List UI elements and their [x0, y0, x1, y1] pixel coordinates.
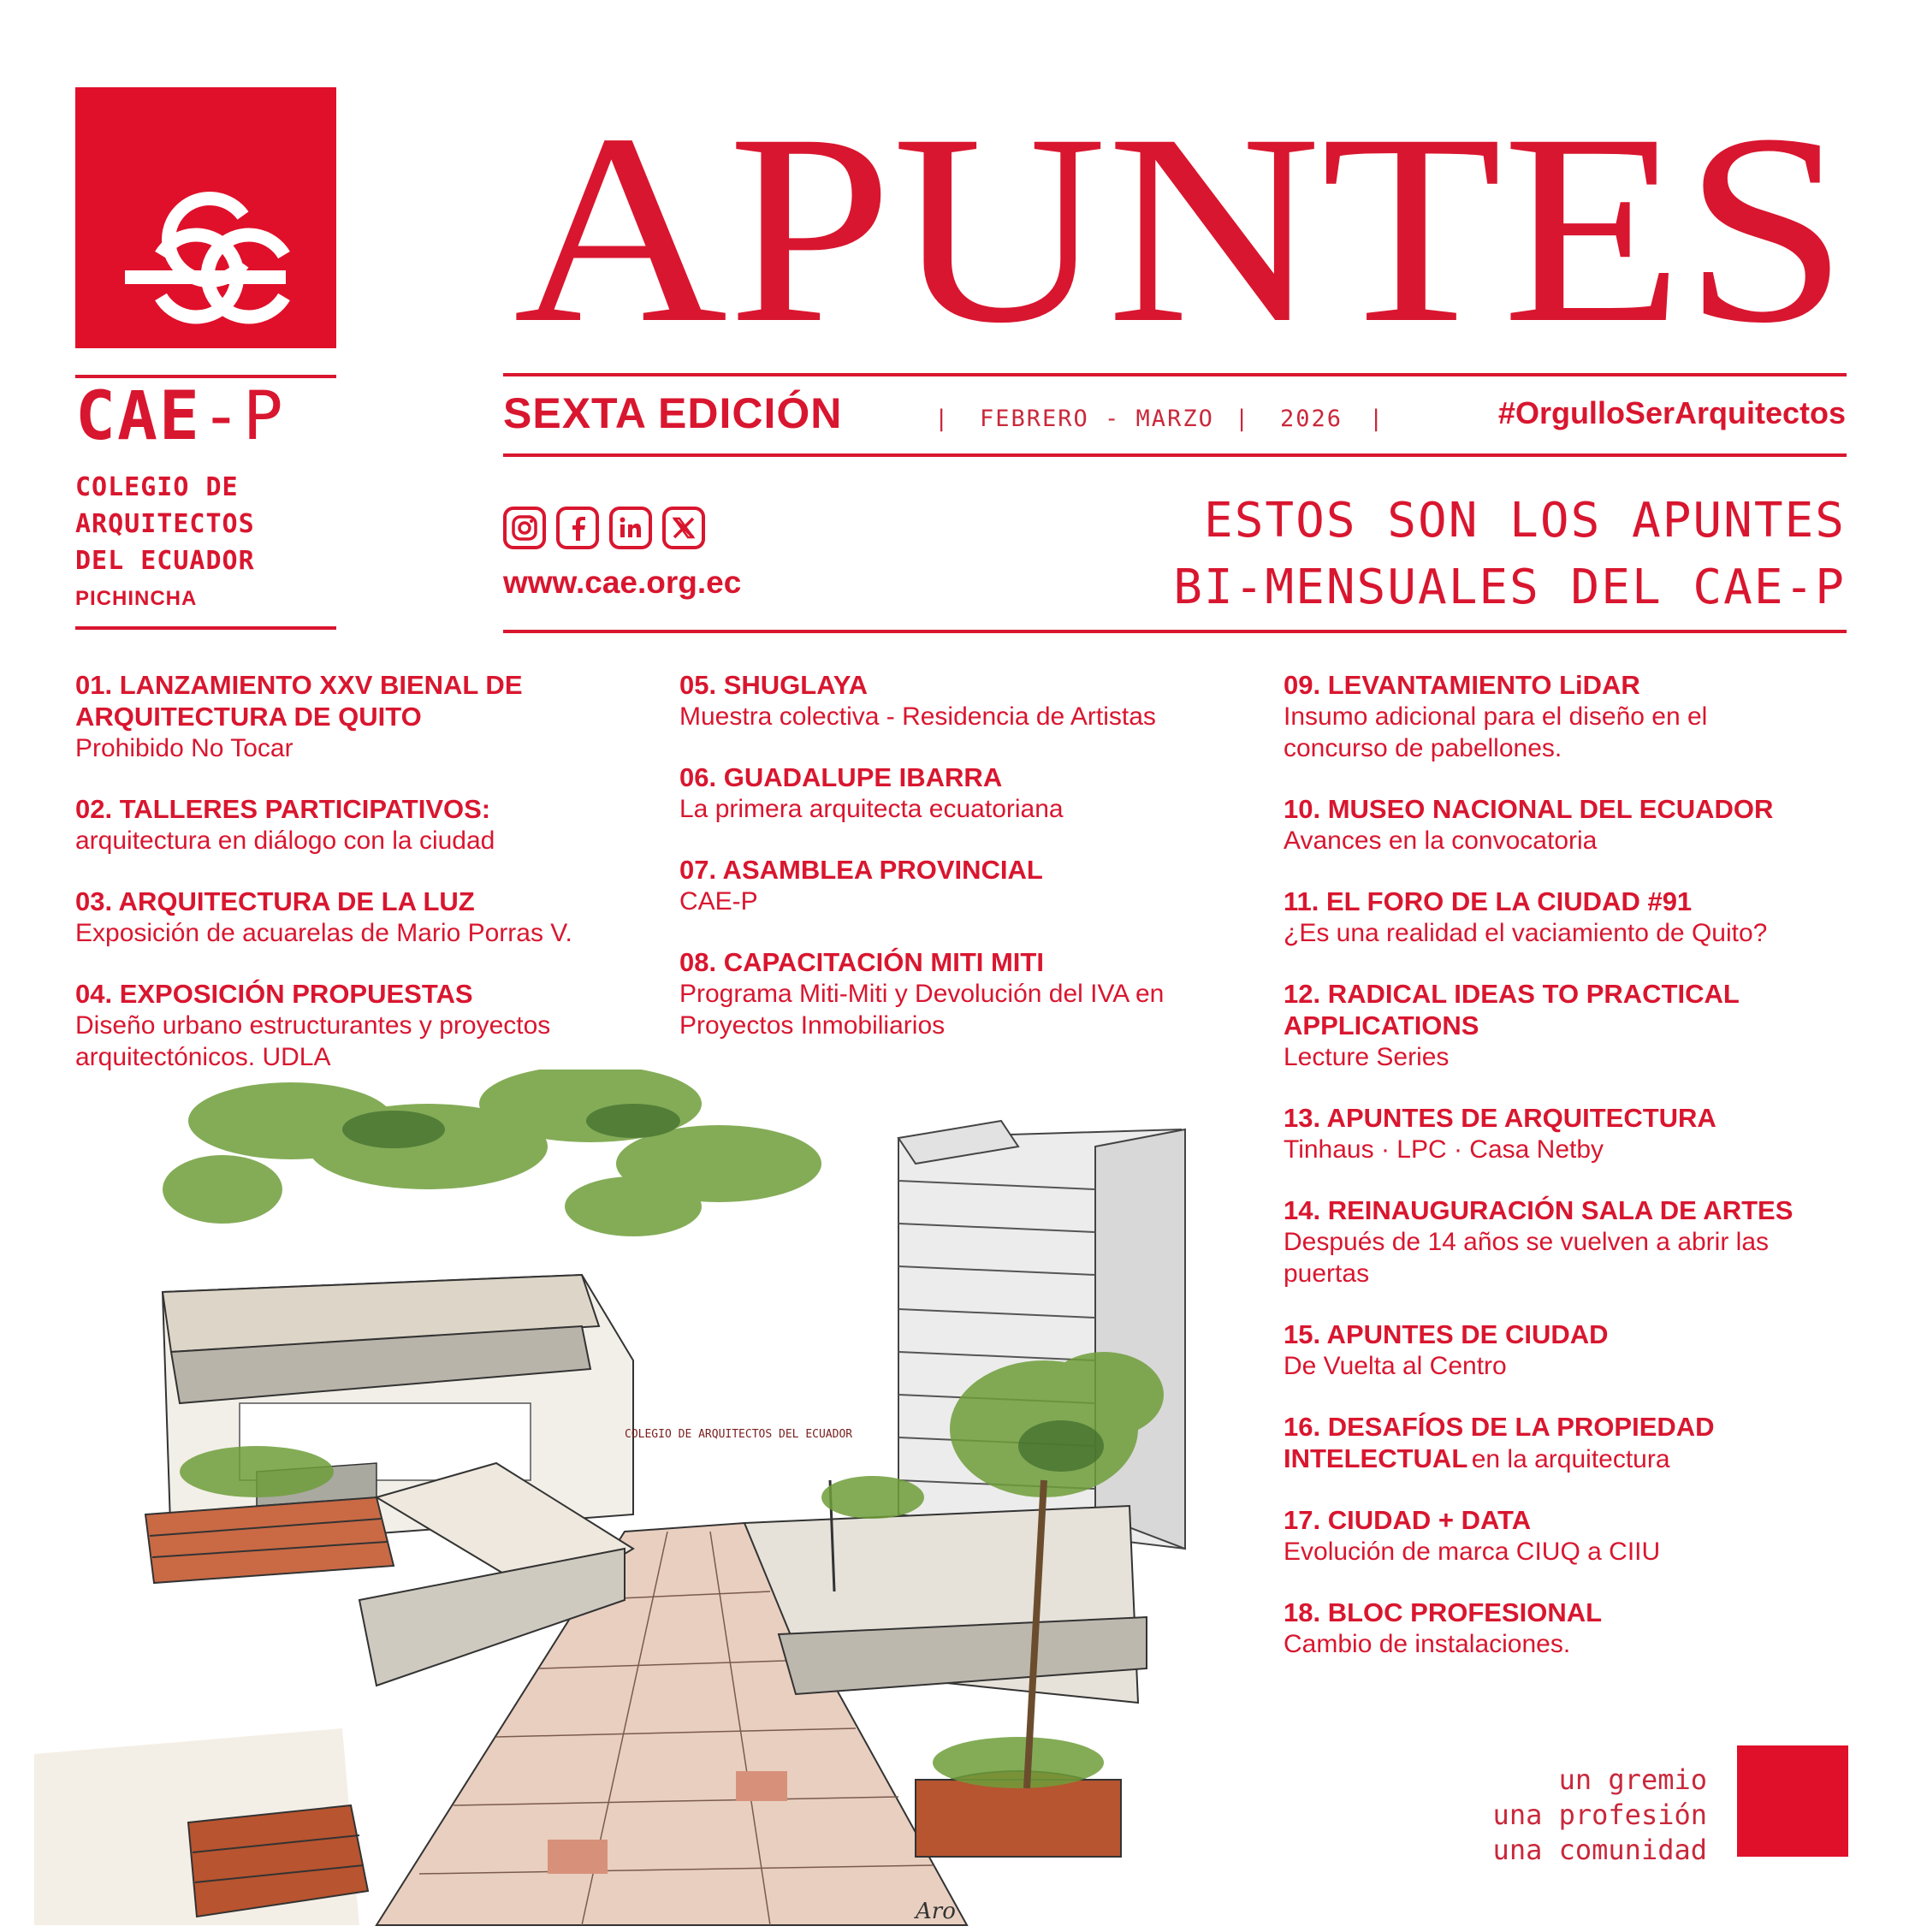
item-title: 07. ASAMBLEA PROVINCIAL: [679, 855, 1043, 885]
list-item[interactable]: [75, 978, 674, 1073]
item-title: 08. CAPACITACIÓN MITI MITI: [679, 947, 1044, 977]
motto-line: una profesión: [1492, 1799, 1707, 1831]
item-subtitle: Exposición de acuarelas de Mario Porras V.: [75, 919, 572, 947]
item-title: 18. BLOC PROFESIONAL: [1284, 1597, 1603, 1627]
edition-rule-top: [503, 373, 1847, 376]
list-item[interactable]: [1284, 1102, 1848, 1165]
item-title: 01. LANZAMIENTO XXV BIENAL DE ARQUITECTURA DE QUITO: [75, 670, 523, 732]
item-subtitle: arquitectura en diálogo con la ciudad: [75, 827, 495, 855]
cae-logo: [75, 87, 336, 348]
brand-subtitle-line: COLEGIO DE: [75, 472, 239, 502]
item-subtitle: De Vuelta al Centro: [1284, 1352, 1507, 1380]
list-item[interactable]: [1284, 978, 1848, 1073]
item-title: 10. MUSEO NACIONAL DEL ECUADOR: [1284, 794, 1774, 824]
item-title: 15. APUNTES DE CIUDAD: [1284, 1319, 1609, 1349]
item-title: 02. TALLERES PARTICIPATIVOS:: [75, 794, 491, 824]
list-item[interactable]: [75, 793, 674, 856]
item-subtitle: CAE-P: [679, 887, 758, 916]
header-rule-bottom: [503, 630, 1847, 633]
list-item[interactable]: [679, 762, 1278, 825]
edition-year: 2026: [1280, 406, 1343, 432]
motto-line: un gremio: [1558, 1763, 1707, 1796]
list-item[interactable]: [679, 946, 1278, 1041]
item-subtitle: Avances en la convocatoria: [1284, 827, 1598, 855]
list-item[interactable]: [679, 854, 1278, 917]
instagram-icon[interactable]: [503, 507, 546, 549]
facebook-icon[interactable]: [556, 507, 599, 549]
item-subtitle: Después de 14 años se vuelven a abrir las puertas: [1284, 1228, 1770, 1288]
meta-separator: |: [934, 406, 951, 432]
tagline-line2: BI-MENSUALES DEL CAE-P: [1173, 560, 1846, 615]
red-square-decoration: [1737, 1745, 1848, 1857]
brand-cae: CAE: [75, 378, 201, 455]
list-item[interactable]: [1284, 1411, 1848, 1475]
architecture-sketch: [34, 1070, 1275, 1932]
tagline-line1: ESTOS SON LOS APUNTES: [1203, 493, 1846, 548]
item-subtitle: Muestra colectiva - Residencia de Artistas: [679, 702, 1156, 731]
item-subtitle: Evolución de marca CIUQ a CIIU: [1284, 1538, 1661, 1566]
brand-subtitle: [75, 469, 255, 579]
edition-name: SEXTA EDICIÓN: [503, 389, 843, 437]
contents-column-1: [75, 669, 674, 1102]
item-subtitle: Insumo adicional para el diseño en el concurso de pabellones.: [1284, 702, 1708, 762]
item-title: 03. ARQUITECTURA DE LA LUZ: [75, 886, 475, 916]
sketch-sign: COLEGIO DE ARQUITECTOS DEL ECUADOR: [625, 1428, 853, 1441]
logo-rule-bottom: [75, 626, 336, 630]
masthead-title-text: APUNTES: [513, 96, 1848, 344]
item-title: 16. DESAFÍOS DE LA PROPIEDAD: [1284, 1412, 1715, 1442]
meta-separator: |: [1369, 406, 1385, 432]
contents-column-3: [1284, 669, 1848, 1689]
edition-months: FEBRERO - MARZO: [980, 406, 1214, 432]
item-title: 11. EL FORO DE LA CIUDAD #91: [1284, 886, 1693, 916]
brand-suffix: -P: [200, 378, 285, 455]
item-title: 06. GUADALUPE IBARRA: [679, 762, 1003, 792]
hashtag[interactable]: #OrgulloSerArquitectos: [1497, 395, 1846, 430]
website-link[interactable]: www.cae.org.ec: [503, 565, 742, 600]
cae-logo-mark: [75, 87, 336, 348]
item-title: 14. REINAUGURACIÓN SALA DE ARTES: [1284, 1195, 1794, 1225]
contents-column-2: [679, 669, 1278, 1070]
list-item[interactable]: [1284, 1194, 1848, 1289]
list-item[interactable]: [1284, 886, 1848, 949]
list-item[interactable]: [75, 886, 674, 949]
meta-separator: |: [1235, 406, 1251, 432]
item-subtitle: Programa Miti-Miti y Devolución del IVA en Proyectos Inmobiliarios: [679, 980, 1165, 1040]
motto: [1412, 1763, 1707, 1868]
item-subtitle: en la arquitectura: [1471, 1445, 1670, 1473]
item-title: 12. RADICAL IDEAS TO PRACTICAL APPLICATIONS: [1284, 979, 1740, 1040]
linkedin-icon[interactable]: [609, 507, 652, 549]
list-item[interactable]: [1284, 669, 1848, 764]
brand-name: [75, 378, 285, 455]
list-item[interactable]: [1284, 1504, 1848, 1568]
item-title: 17. CIUDAD + DATA: [1284, 1505, 1532, 1535]
item-subtitle: Prohibido No Tocar: [75, 734, 293, 762]
item-title-continued: INTELECTUAL: [1284, 1443, 1468, 1473]
list-item[interactable]: [75, 669, 674, 764]
social-icons: [503, 507, 705, 549]
x-icon[interactable]: [662, 507, 705, 549]
item-subtitle: La primera arquitecta ecuatoriana: [679, 795, 1064, 823]
brand-subtitle-line: ARQUITECTOS: [75, 509, 255, 539]
item-subtitle: Diseño urbano estructurantes y proyectos arquitectónicos. UDLA: [75, 1011, 551, 1071]
brand-subtitle-line: DEL ECUADOR: [75, 546, 255, 576]
item-subtitle: Tinhaus · LPC · Casa Netby: [1284, 1135, 1604, 1164]
list-item[interactable]: [1284, 1319, 1848, 1382]
motto-line: una comunidad: [1492, 1834, 1707, 1866]
list-item[interactable]: [1284, 793, 1848, 856]
item-title: 13. APUNTES DE ARQUITECTURA: [1284, 1103, 1716, 1133]
list-item[interactable]: [1284, 1597, 1848, 1660]
item-subtitle: Lecture Series: [1284, 1043, 1450, 1071]
list-item[interactable]: [679, 669, 1278, 732]
sketch-signature: Aro: [916, 1899, 956, 1924]
edition-rule-bottom: [503, 453, 1847, 457]
brand-province: PICHINCHA: [75, 587, 198, 610]
item-subtitle: Cambio de instalaciones.: [1284, 1630, 1571, 1658]
item-subtitle: ¿Es una realidad el vaciamiento de Quito?: [1284, 919, 1768, 947]
tagline: [1173, 488, 1846, 621]
masthead-title: [513, 96, 1848, 344]
item-title: 05. SHUGLAYA: [679, 670, 868, 700]
item-title: 04. EXPOSICIÓN PROPUESTAS: [75, 979, 473, 1009]
item-title: 09. LEVANTAMIENTO LiDAR: [1284, 670, 1640, 700]
